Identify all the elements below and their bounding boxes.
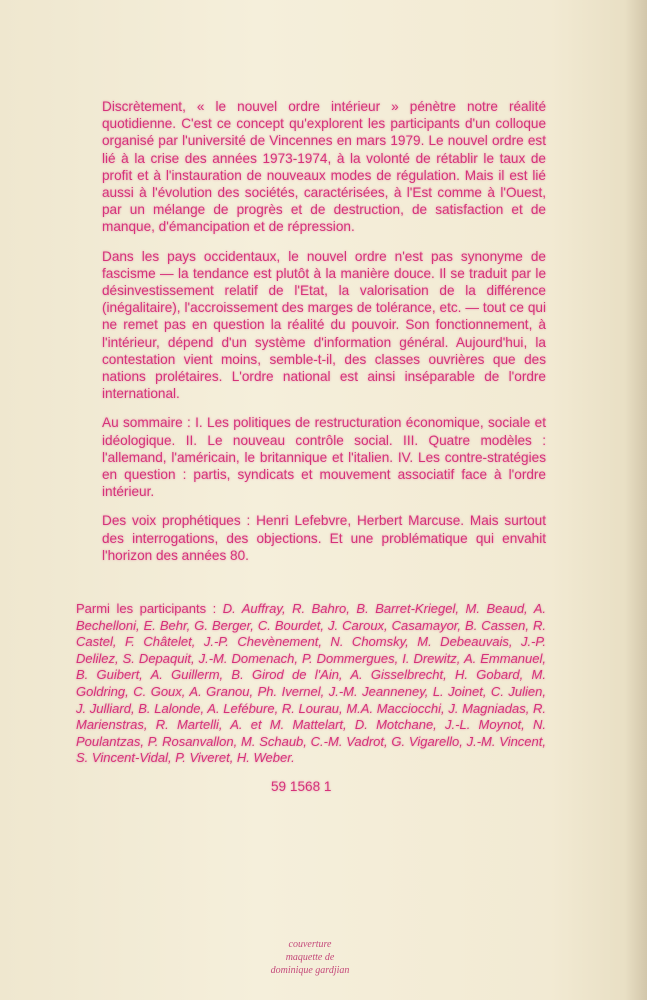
catalog-number: 59 1568 1: [271, 779, 332, 794]
participants-lead: Parmi les participants :: [76, 601, 223, 616]
summary-paragraph-3: Au sommaire : I. Les politiques de restructuration économique, sociale et idéologique. II. Le nouveau contrôle social. III. Quatre modèles : l'allemand, l'américain, le britannique et l'italien. IV. Les contre-stratégies en question : partis, syndicats et mouvement associatif face à l'ordre intérieur.: [102, 415, 546, 500]
summary-paragraph-4: Des voix prophétiques : Henri Lefebvre, Herbert Marcuse. Mais surtout des interrogations, des objections. Et une problématique qui envahit l'horizon des années 80.: [102, 513, 546, 563]
credit-line-1: couverture: [288, 939, 332, 950]
participants-names: D. Auffray, R. Bahro, B. Barret-Kriegel, M. Beaud, A. Bechelloni, E. Behr, G. Berger, C. Bourdet, J. Caroux, Casamayor, B. Cassen, R. Castel, F. Châtelet, J.-P. Chevènement, N. Chomsky, M. Debeauvais, J.-P. Delilez, S. Depaquit, J.-M. Domenach, P. Dommergues, I. Drewitz, A. Emmanuel, B. Guibert, A. Guillerm, B. Girod de l'Ain, A. Gisselbrecht, H. Gobard, M. Goldring, C. Goux, A. Granou, Ph. Ivernel, J.-M. Jeanneney, L. Joinet, C. Julien, J. Julliard, B. Lalonde, A. Lefébure, R. Lourau, M.A. Macciocchi, J. Magniadas, R. Marienstras, R. Martelli, A. et M. Mattelart, D. Motchane, J.-L. Moynot, N. Poulantzas, P. Rosanvallon, M. Schaub, C.-M. Vadrot, G. Vigarello, J.-M. Vincent, S. Vincent-Vidal, P. Viveret, H. Weber.: [76, 601, 546, 766]
credit-line-3: dominique gardjian: [270, 965, 350, 976]
summary-paragraph-2: Dans les pays occidentaux, le nouvel ordre n'est pas synonyme de fascisme — la tendance est plutôt à la manière douce. Il se traduit par le désinvestissement relatif de l'Etat, la valorisation de la différence (inégalitaire), l'accroissement des marges de tolérance, etc. — tout ce qui ne remet pas en question la réalité du pouvoir. Son fonctionnement, à l'intérieur, dépend d'un système d'information général. Aujourd'hui, la contestation vient moins, semble-t-il, des classes ouvrières que des nations prolétaires. L'ordre national est ainsi inséparable de l'ordre international.: [102, 248, 546, 402]
cover-credit: [250, 938, 370, 977]
credit-line-2: maquette de: [285, 952, 335, 963]
participants-list: [76, 601, 546, 767]
spine-shadow: [625, 0, 647, 1000]
summary-paragraph-1: Discrètement, « le nouvel ordre intérieur » pénètre notre réalité quotidienne. C'est ce concept qu'explorent les participants d'un colloque organisé par l'université de Vincennes en mars 1979. Le nouvel ordre est lié à la crise des années 1973-1974, à la volonté de rétablir le taux de profit et à l'instauration de nouveaux modes de régulation. Mais il est lié aussi à l'évolution des sociétés, caractérisées, à l'Est comme à l'Ouest, par un mélange de progrès et de destruction, de satisfaction et de manque, d'émancipation et de répression.: [102, 99, 546, 235]
summary-text: [102, 98, 546, 576]
